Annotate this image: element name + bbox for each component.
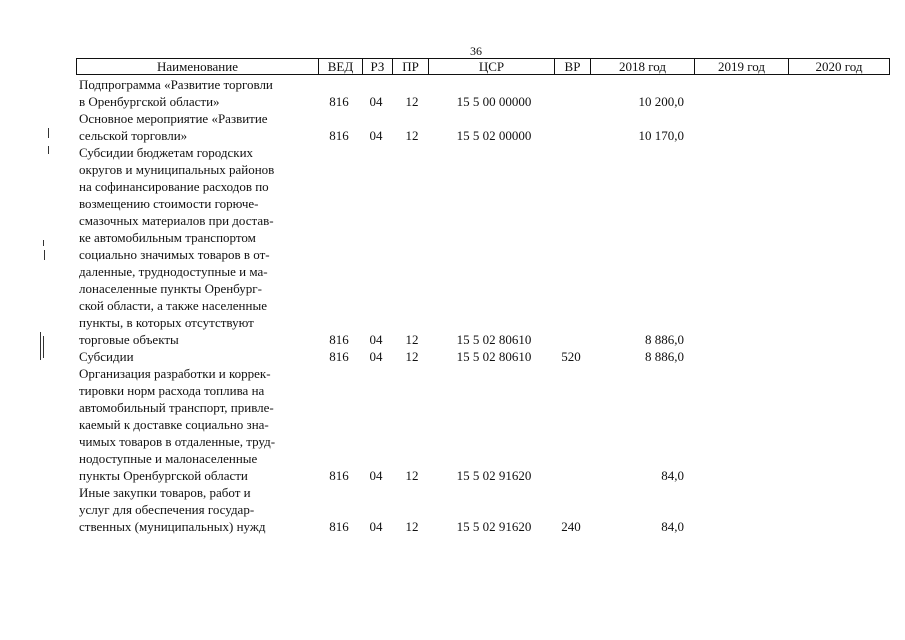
table-row — [0, 110, 905, 144]
table-row — [0, 365, 905, 484]
row-csr: 15 5 02 00000 — [456, 128, 532, 143]
table-header — [76, 58, 890, 75]
row-name: Субсидии бюджетам городских округов и муниципальных районов на софинансирование расходов по возмещению стоимости горюче- смазочных материалов при достав- ке автомобильным транспортом социально значимых товаров в от- даленные, труднодоступные и ма- лонаселенные пункты Оренбург- ской области, а также населенные пункты, в которых отсутствуют торговые объекты — [79, 145, 275, 347]
header-pr: ПР — [393, 59, 429, 74]
header-rz: РЗ — [363, 59, 393, 74]
row-2019 — [700, 518, 784, 535]
row-csr: 15 5 02 80610 — [456, 332, 532, 347]
row-name: Иные закупки товаров, работ и услуг для обеспечения государ- ственных (муниципальных) нужд — [79, 485, 266, 534]
row-2020 — [792, 127, 886, 144]
row-name: Организация разработки и коррек- тировки норм расхода топлива на автомобильный транспорт, привле- каемый к доставке социально зна- чимых товаров в отдаленные, труд- нодоступные и малонаселенные пункты Оренбургской области — [79, 366, 276, 483]
table-row — [0, 348, 905, 365]
header-name: Наименование — [77, 59, 319, 74]
row-2020 — [792, 518, 886, 535]
row-pr: 12 — [405, 468, 419, 483]
scan-artifact — [43, 336, 44, 358]
row-name: Основное мероприятие «Развитие сельской торговли» — [79, 111, 268, 143]
row-2020 — [792, 93, 886, 110]
row-pr: 12 — [405, 94, 419, 109]
table-row — [0, 76, 905, 110]
row-vr — [556, 127, 586, 144]
scan-artifact — [48, 146, 49, 154]
row-ved: 816 — [329, 349, 349, 364]
row-ved: 816 — [329, 128, 349, 143]
row-rz: 04 — [369, 94, 383, 109]
table-body — [0, 76, 905, 535]
row-pr: 12 — [405, 519, 419, 534]
header-2018: 2018 год — [591, 59, 695, 74]
table-row — [0, 484, 905, 535]
row-2020 — [792, 348, 886, 365]
header-vr: ВР — [555, 59, 591, 74]
row-2019 — [700, 93, 784, 110]
row-rz: 04 — [369, 349, 383, 364]
row-ved: 816 — [329, 94, 349, 109]
scan-artifact — [44, 250, 45, 260]
row-ved: 816 — [329, 519, 349, 534]
row-2019 — [700, 348, 784, 365]
row-csr: 15 5 02 80610 — [456, 349, 532, 364]
row-2019 — [700, 467, 784, 484]
header-2020: 2020 год — [815, 59, 863, 74]
row-csr: 15 5 00 00000 — [456, 94, 532, 109]
row-vr — [556, 93, 586, 110]
row-pr: 12 — [405, 332, 419, 347]
row-2018: 10 170,0 — [638, 128, 684, 143]
row-2018: 10 200,0 — [638, 94, 684, 109]
row-name: Подпрограмма «Развитие торговли в Оренбургской области» — [79, 77, 273, 109]
row-2018: 84,0 — [661, 519, 684, 534]
row-ved: 816 — [329, 332, 349, 347]
scan-artifact — [48, 128, 49, 138]
row-2018: 8 886,0 — [645, 332, 684, 347]
row-rz: 04 — [369, 332, 383, 347]
row-vr: 520 — [561, 349, 581, 364]
row-2019 — [700, 127, 784, 144]
header-ved: ВЕД — [319, 59, 363, 74]
scan-artifact — [43, 240, 44, 246]
row-2020 — [792, 467, 886, 484]
row-csr: 15 5 02 91620 — [456, 519, 532, 534]
row-2018: 8 886,0 — [645, 349, 684, 364]
row-rz: 04 — [369, 128, 383, 143]
row-pr: 12 — [405, 128, 419, 143]
row-vr — [556, 467, 586, 484]
row-2019 — [700, 331, 784, 348]
row-ved: 816 — [329, 468, 349, 483]
row-2020 — [792, 331, 886, 348]
row-name: Субсидии — [79, 349, 134, 364]
header-csr: ЦСР — [429, 59, 555, 74]
table-row — [0, 144, 905, 348]
page-number: 36 — [470, 44, 482, 58]
header-2019: 2019 год — [695, 59, 789, 74]
row-rz: 04 — [369, 468, 383, 483]
row-pr: 12 — [405, 349, 419, 364]
row-rz: 04 — [369, 519, 383, 534]
row-csr: 15 5 02 91620 — [456, 468, 532, 483]
scan-artifact — [40, 332, 41, 360]
row-vr — [556, 331, 586, 348]
row-vr: 240 — [561, 519, 581, 534]
row-2018: 84,0 — [661, 468, 684, 483]
